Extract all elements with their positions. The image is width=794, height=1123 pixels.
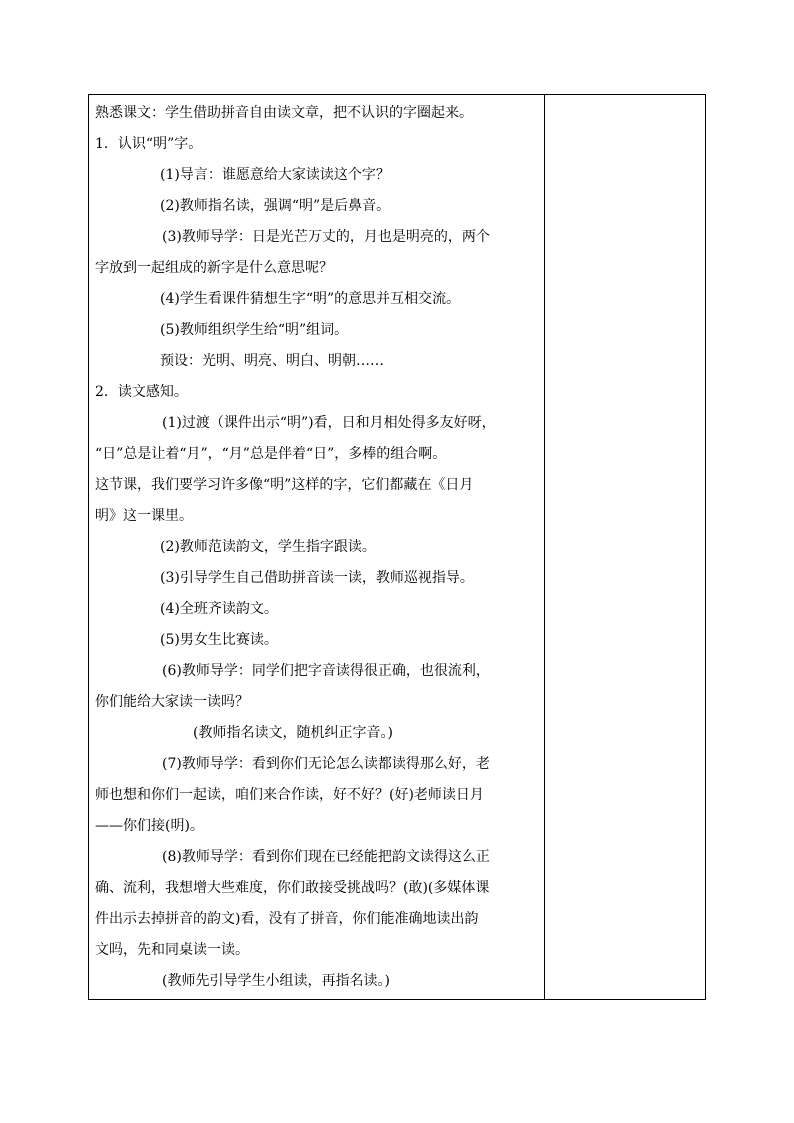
text-line: 字放到一起组成的新字是什么意思呢？ xyxy=(95,260,333,276)
text-line: (2)教师范读韵文，学生指字跟读。 xyxy=(160,539,376,555)
text-line: 件出示去掉拼音的韵文)看，没有了拼音，你们能准确地读出韵 xyxy=(95,911,479,927)
text-line: (教师先引导学生小组读，再指名读。) xyxy=(162,973,390,989)
text-line: 这节课，我们要学习许多像“明”这样的字，它们都藏在《日月 xyxy=(95,477,474,493)
text-line: “日”总是让着“月”，“月”总是伴着“日”，多棒的组合啊。 xyxy=(95,446,447,462)
text-line: 熟悉课文：学生借助拼音自由读文章，把不认识的字圈起来。 xyxy=(95,105,473,121)
text-line: 预设：光明、明亮、明白、明朝…… xyxy=(160,353,384,369)
lesson-table xyxy=(88,94,706,1000)
text-line: (3)引导学生自己借助拼音读一读，教师巡视指导。 xyxy=(160,570,474,586)
text-line: 确、流利，我想增大些难度，你们敢接受挑战吗？(敢)(多媒体课 xyxy=(95,880,490,896)
text-line: (4)学生看课件猜想生字“明”的意思并互相交流。 xyxy=(160,291,461,307)
section-heading: 2．读文感知。 xyxy=(95,384,188,400)
text-line: (8)教师导学：看到你们现在已经能把韵文读得这么正 xyxy=(162,849,490,865)
text-line: 师也想和你们一起读，咱们来合作读，好不好？(好)老师读日月 xyxy=(95,787,484,803)
text-line: 你们能给大家读一读吗？ xyxy=(95,694,249,710)
text-line: (5)教师组织学生给“明”组词。 xyxy=(160,322,349,338)
text-line: (5)男女生比赛读。 xyxy=(160,632,278,648)
text-line: (7)教师导学：看到你们无论怎么读都读得那么好，老 xyxy=(162,756,490,772)
text-line: (3)教师导学：日是光芒万丈的，月也是明亮的，两个 xyxy=(162,229,490,245)
text-line: (教师指名读文，随机纠正字音。) xyxy=(193,725,393,741)
teaching-content-cell xyxy=(95,98,541,997)
text-line: (4)全班齐读韵文。 xyxy=(160,601,278,617)
text-line: (1)过渡（课件出示“明”)看，日和月相处得多友好呀， xyxy=(162,415,496,431)
text-line: 文吗，先和同桌读一读。 xyxy=(95,942,249,958)
text-line: ——你们接(明)。 xyxy=(95,818,204,834)
text-line: (2)教师指名读，强调“明”是后鼻音。 xyxy=(160,198,391,214)
text-line: (1)导言：谁愿意给大家读读这个字？ xyxy=(160,167,390,183)
text-line: (6)教师导学：同学们把字音读得很正确，也很流利， xyxy=(162,663,490,679)
section-heading: 1．认识“明”字。 xyxy=(95,136,203,152)
notes-cell xyxy=(545,95,705,999)
text-line: 明》这一课里。 xyxy=(95,508,193,524)
